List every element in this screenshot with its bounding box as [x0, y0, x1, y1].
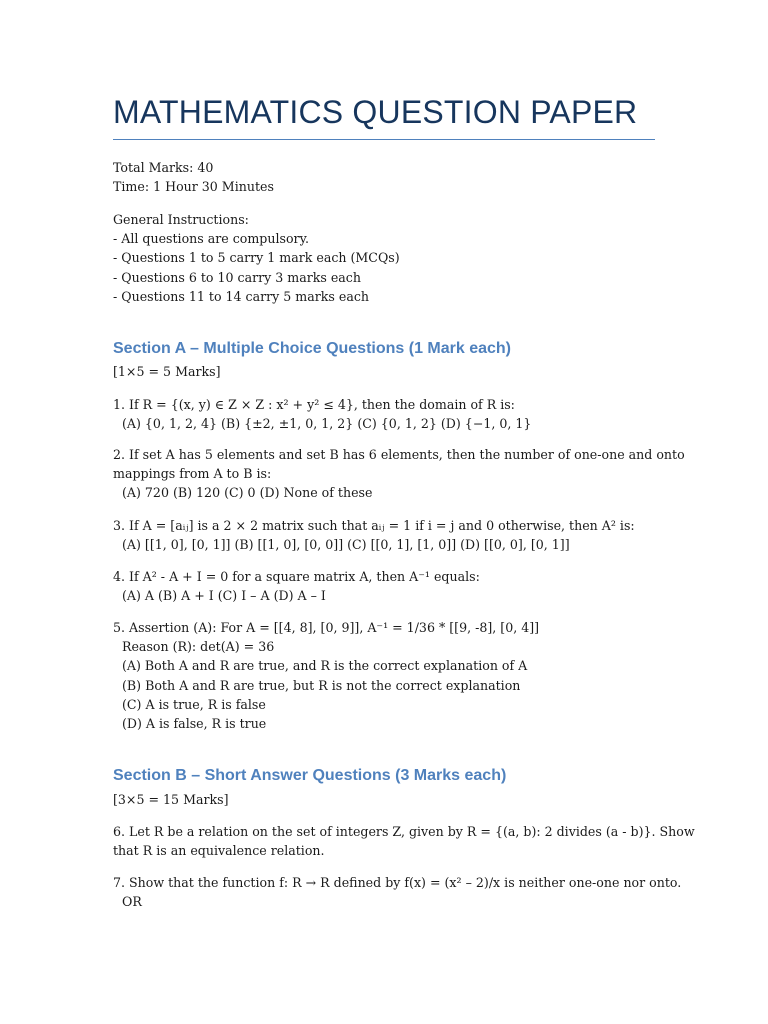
question-option: (D) A is false, R is true	[122, 715, 267, 731]
instructions-heading: General Instructions:	[113, 212, 249, 227]
instruction-item: - Questions 1 to 5 carry 1 mark each (MCQs)	[113, 250, 400, 266]
question-text: that R is an equivalence relation.	[113, 843, 325, 859]
total-marks: Total Marks: 40	[113, 160, 214, 175]
page-title: MATHEMATICS QUESTION PAPER	[113, 94, 638, 130]
question-option: (A) Both A and R are true, and R is the correct explanation of A	[122, 658, 528, 674]
section-b-marks: [3×5 = 15 Marks]	[113, 792, 229, 807]
question-text: 5. Assertion (A): For A = [[4, 8], [0, 9]], A⁻¹ = 1/36 * [[9, -8], [0, 4]]	[113, 620, 540, 635]
section-a-marks: [1×5 = 5 Marks]	[113, 364, 221, 379]
question-text: 6. Let R be a relation on the set of integers Z, given by R = {(a, b): 2 divides (a - b)}. Show	[113, 824, 695, 839]
question-text: 3. If A = [aᵢⱼ] is a 2 × 2 matrix such that aᵢⱼ = 1 if i = j and 0 otherwise, then A² is:	[113, 518, 635, 533]
general-instructions	[113, 210, 673, 306]
question-text: 2. If set A has 5 elements and set B has 6 elements, then the number of one-one and onto	[113, 447, 685, 462]
question-1	[113, 395, 673, 433]
question-text: mappings from A to B is:	[113, 466, 272, 482]
paper-meta	[113, 158, 673, 196]
question-option: (B) Both A and R are true, but R is not the correct explanation	[122, 677, 521, 693]
question-6	[113, 822, 695, 860]
question-3	[113, 516, 673, 554]
question-options: (A) A (B) A + I (C) I – A (D) A – I	[122, 588, 326, 604]
question-option: (C) A is true, R is false	[122, 696, 266, 712]
section-a-heading: Section A – Multiple Choice Questions (1 Mark each)	[113, 340, 512, 357]
or-label: OR	[122, 894, 142, 910]
instruction-item: - All questions are compulsory.	[113, 231, 310, 247]
section-b-heading: Section B – Short Answer Questions (3 Marks each)	[113, 767, 507, 784]
question-5	[113, 618, 673, 733]
question-text: 7. Show that the function f: R → R defined by f(x) = (x² – 2)/x is neither one-one nor onto.	[113, 875, 682, 890]
question-text: Reason (R): det(A) = 36	[122, 639, 275, 655]
question-options: (A) [[1, 0], [0, 1]] (B) [[1, 0], [0, 0]] (C) [[0, 1], [1, 0]] (D) [[0, 0], [0, 1]]	[122, 537, 570, 553]
question-2	[113, 445, 685, 503]
title-underline	[113, 139, 655, 140]
question-4	[113, 567, 673, 605]
question-text: 4. If A² - A + I = 0 for a square matrix A, then A⁻¹ equals:	[113, 569, 480, 584]
question-text: 1. If R = {(x, y) ∈ Z × Z : x² + y² ≤ 4}, then the domain of R is:	[113, 397, 515, 412]
time-allowed: Time: 1 Hour 30 Minutes	[113, 179, 274, 195]
question-7	[113, 873, 682, 911]
instruction-item: - Questions 11 to 14 carry 5 marks each	[113, 288, 369, 304]
question-options: (A) 720 (B) 120 (C) 0 (D) None of these	[122, 485, 373, 501]
question-options: (A) {0, 1, 2, 4} (B) {±2, ±1, 0, 1, 2} (C) {0, 1, 2} (D) {−1, 0, 1}	[122, 416, 532, 432]
instruction-item: - Questions 6 to 10 carry 3 marks each	[113, 269, 361, 285]
